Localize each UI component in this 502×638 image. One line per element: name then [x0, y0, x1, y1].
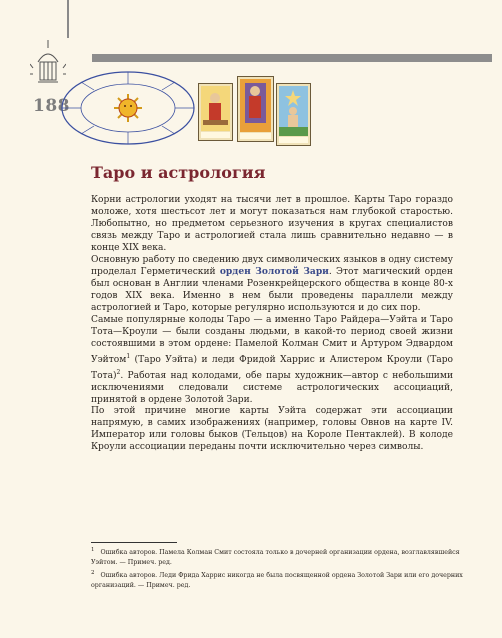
paragraph-3: Самые популярные колоды Таро — а именно Таро Райдера—Уэйта и Таро Тота—Кроули — были созданы людьми, в какой-то период своей жизни состоявшими в этом ордене: Памелой Колман Смит и Артуром Эдвардом Уэйтом$^1$ (Таро Уэйта) и леди Фридой Харрис и Алистером Кроули (Таро Тота)$^2$. Работая над колодами, обе пары художник—автор с небольшими исключениями следовали системе астрологических ассоциаций, принятой в ордене Золотой Зари. [91, 315, 453, 405]
paragraph-1: Корни астрологии уходят на тысячи лет в прошлое. Карты Таро гораздо моложе, хотя шестьсот лет и могут показаться нам глубокой старостью. Любопытно, но предметом серьезного изучения в кругах специалистов связь между Таро и астрологией стала лишь сравнительно недавно — в конце XIX века. [91, 195, 453, 253]
footnote-ref-2[interactable]: 2 [116, 368, 121, 376]
footnote-ref-1[interactable]: 1 [126, 352, 131, 360]
card-emperor [237, 76, 274, 142]
article-title: Таро и астрология [91, 163, 266, 182]
paragraph-2: Основную работу по сведению двух символических языков в одну систему проделал Герметический орден Золотой Зари. Этот магический орден был основан в Англии членами Розенкрейцерского общества в конце 80-х годов XIX века. Именно в нем были проведены параллели между астрологией и Таро, которые регулярно используются и до сих пор. [91, 254, 453, 314]
footnotes [91, 545, 463, 591]
footnote-1: 1 Ошибка авторов. Памела Колман Смит состояла только в дочерней организации ордена, возглавлявшейся Уэйтом. — Примеч. ред. [91, 547, 460, 567]
card-star [276, 83, 311, 146]
footnote-2: 2 Ошибка авторов. Леди Фрида Харрис никогда не была посвященной ордена Золотой Зари или его дочерних организаций. — Примеч. ред. [91, 570, 463, 590]
paragraph-4: По этой причине многие карты Уэйта содержат эти ассоциации напрямую, в самих изображениях (например, головы Овнов на карте IV. Император или головы быков (Тельцов) на Короле Пентаклей). В колоде Кроули ассоциации переданы почти исключительно через символы. [91, 406, 453, 453]
footnote-divider [91, 542, 177, 543]
page-number: 188 [33, 96, 70, 116]
article-body [91, 195, 453, 454]
card-magician [198, 83, 233, 141]
sun-icon [114, 94, 142, 122]
golden-dawn-link[interactable]: орден Золотой Зари [219, 266, 329, 278]
header-bar [92, 54, 492, 62]
zodiac-wheel-icon [59, 64, 197, 146]
hanging-line [67, 0, 69, 38]
